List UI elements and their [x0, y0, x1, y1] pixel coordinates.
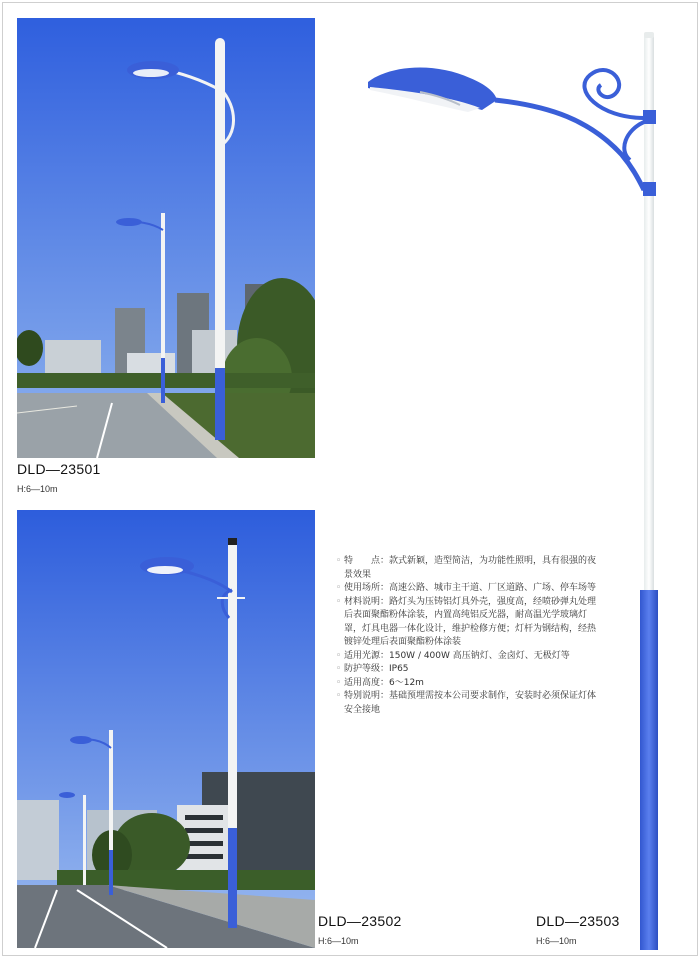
spec-item-light-source: ◦ 适用光源：150W / 400W 高压钠灯、金卤灯、无极灯等: [336, 650, 570, 661]
spec-item-height: ◦ 适用高度：6～12m: [336, 677, 424, 688]
product-photo-23501: [17, 18, 315, 458]
spec-item-usage: ◦ 使用场所：高速公路、城市主干道、厂区道路、广场、停车场等: [336, 583, 597, 593]
product-height-label: H:6—10m: [318, 936, 359, 946]
product-model-label: DLD—23502: [318, 913, 402, 929]
spec-item-notes: ◦ 特别说明：基础预埋需按本公司要求制作，安装时必须保证灯体安全接地: [336, 691, 597, 715]
product-height-label: H:6—10m: [17, 484, 58, 494]
product-model-label: DLD—23503: [536, 913, 620, 929]
product-height-label: H:6—10m: [536, 936, 577, 946]
spec-list: [336, 555, 596, 717]
product-model-label: DLD—23501: [17, 461, 101, 477]
product-photo-23502: [17, 510, 315, 948]
spec-item-protection: ◦ 防护等级：IP65: [336, 664, 409, 674]
spec-item-materials: ◦ 材料说明：路灯头为压铸铝灯具外壳，强度高，经喷砂弹丸处理后表面聚酯粉体涂装，内置高纯铝反光器，耐高温光学玻璃灯罩，灯具电器一体化设计，维护检修方便；灯杆为钢结构，经热镀锌处理后表面聚酯粉体涂装: [336, 596, 597, 647]
product-illustration-23503: [360, 30, 680, 950]
spec-item-features: ◦ 特 点：款式新颖，造型简洁，为功能性照明，具有很强的夜景效果: [336, 556, 597, 580]
